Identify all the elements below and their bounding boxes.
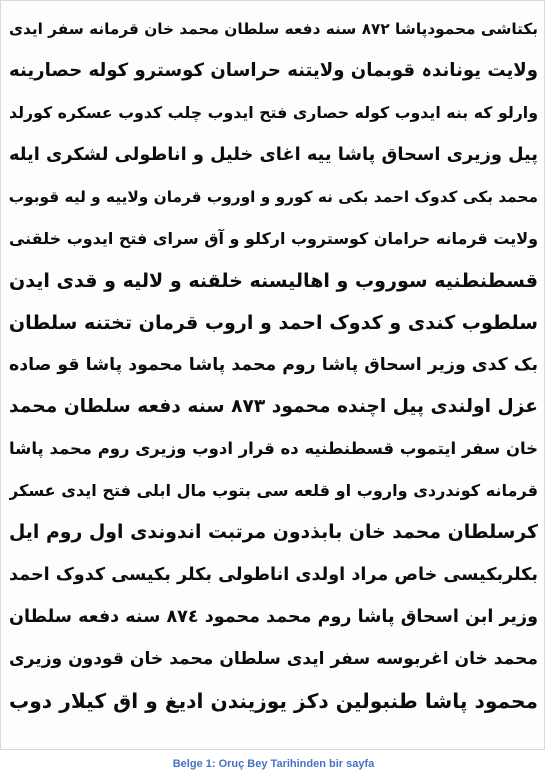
manuscript-line-2: ولایت یوناندہ قوبمان ولایتنه حراسان کوسترو کوله حصارینه	[9, 60, 538, 81]
manuscript-line-16: محمد خان اغربوسه سفر ایدی سلطان محمد خان قودون وزیری	[9, 649, 538, 669]
manuscript-line-7: قسطنطنیه سوروب و اهالیسنه خلقنه و لالیه و قدی ایدن	[9, 270, 538, 292]
manuscript-line-3: وارلو که بنه ایدوب کوله حصاری فتح ایدوب چلب کدوب عسکره کورلد	[9, 103, 538, 122]
manuscript-line-4: پیل وزیری اسحاق پاشا ییه اغای خلیل و اناطولی لشکری ایله	[9, 144, 538, 165]
manuscript-line-17: محمود پاشا طنبولین دکز یوزیندن ادیغ و اق کیلار دوب	[9, 689, 538, 713]
manuscript-line-8: سلطوب کندی و کدوک احمد و اروب قرمان تختنه سلطان	[9, 312, 538, 334]
manuscript-line-11: خان سفر ایتموب قسطنطنیه ده قرار ادوب وزیری روم محمد پاشا	[9, 439, 538, 458]
figure-caption: Belge 1: Oruç Bey Tarihinden bir sayfa	[172, 758, 375, 770]
manuscript-line-12: قرمانه کوندردی واروب او قلعه سی بتوب مال ابلی فتح ایدی عسکر	[9, 481, 538, 500]
manuscript-line-9: بک کدی وزیر اسحاق پاشا روم محمد پاشا محمود پاشا قو صاده	[9, 355, 538, 375]
manuscript-line-13: کرسلطان محمد خان بابذدون مرتبت اندوندی اول روم ایل	[9, 522, 538, 543]
manuscript-line-5: محمد بکی کدوک احمد بکی نه کورو و اوروب قرمان ولاییه و لیه قوبوب	[9, 188, 538, 206]
manuscript-line-1: بکتاشی محمودپاشا ٨٧٢ سنه دفعه سلطان محمد خان قرمانه سفر ایدی	[9, 20, 538, 38]
manuscript-line-6: ولایت قرمانه حرامان کوستروب ارکلو و آق سرای فتح ایدوب خلقنی	[9, 229, 538, 248]
manuscript-line-15: وزیر ابن اسحاق پاشا روم محمد محمود ٨٧٤ سنه دفعه سلطان	[9, 607, 538, 627]
manuscript-text-block	[9, 5, 538, 745]
manuscript-line-14: بکلربکیسی خاص مراد اولدی اناطولی بکلر بکیسی کدوک احمد	[9, 565, 538, 585]
manuscript-line-10: عزل اولندی پیل اچنده محمود ٨٧٣ سنه دفعه سلطان محمد	[9, 396, 538, 417]
